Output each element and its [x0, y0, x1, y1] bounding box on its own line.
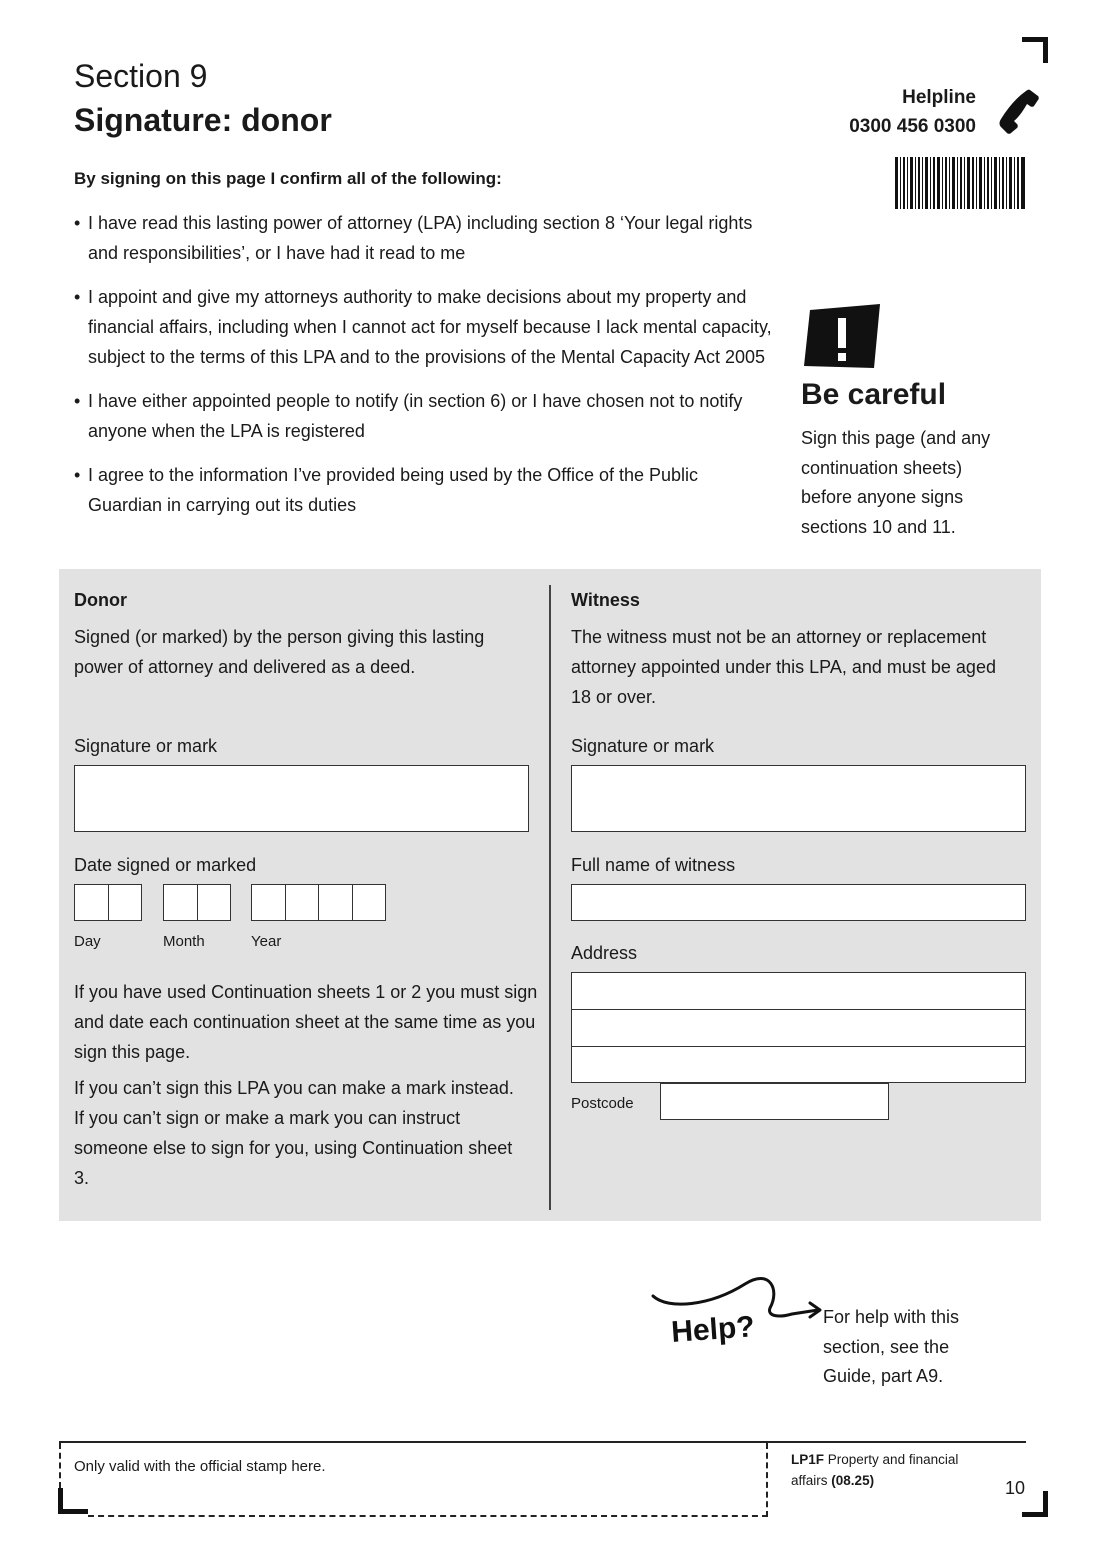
date-digit-box[interactable] — [285, 884, 320, 921]
list-item: • I have either appointed people to notify (in section 6) or I have chosen not to notify anyone when the LPA is registered — [74, 386, 774, 446]
year-label: Year — [251, 933, 282, 950]
exclamation-icon — [804, 302, 882, 370]
mark-note: If you can’t sign this LPA you can make a mark instead. If you can’t sign or make a mark you can instruct someone else to sign for you, using Continuation sheet 3. — [74, 1078, 514, 1188]
donor-date-label: Date signed or marked — [74, 855, 257, 875]
section-label: Section 9 — [74, 58, 208, 94]
list-item: • I agree to the information I’ve provided being used by the Office of the Public Guardian in carrying out its duties — [74, 460, 774, 520]
witness-signature-label: Signature or mark — [571, 736, 715, 756]
witness-signature-field[interactable] — [571, 765, 1026, 832]
date-year-field[interactable] — [251, 884, 386, 921]
month-label: Month — [163, 933, 205, 950]
date-month-field[interactable] — [163, 884, 231, 921]
donor-heading: Donor — [74, 590, 127, 610]
stamp-notice: Only valid with the official stamp here. — [74, 1458, 326, 1475]
list-item: • I have read this lasting power of attorney (LPA) including section 8 ‘Your legal rights and responsibilities’, or I have had it read to me — [74, 208, 774, 268]
address-line-divider — [572, 1009, 1025, 1010]
donor-description: Signed (or marked) by the person giving this lasting power of attorney and delivered as a deed. — [74, 627, 485, 677]
form-date: (08.25) — [831, 1473, 875, 1488]
confirm-list — [74, 208, 774, 534]
page-title: Signature: donor — [74, 102, 332, 138]
date-digit-box[interactable] — [197, 884, 232, 921]
continuation-note: If you have used Continuation sheets 1 or 2 you must sign and date each continuation sheet at the same time as you sign this page. — [74, 982, 538, 1062]
date-digit-box[interactable] — [251, 884, 286, 921]
date-digit-box[interactable] — [108, 884, 143, 921]
donor-signature-field[interactable] — [74, 765, 529, 832]
witness-heading: Witness — [571, 590, 640, 610]
help-text: For help with this section, see the Guide, part A9. — [823, 1307, 960, 1386]
donor-signature-label: Signature or mark — [74, 736, 218, 756]
date-digit-box[interactable] — [352, 884, 387, 921]
witness-name-field[interactable] — [571, 884, 1026, 921]
address-label: Address — [571, 943, 638, 963]
address-field[interactable] — [571, 972, 1026, 1083]
witness-name-label: Full name of witness — [571, 855, 736, 875]
helpline-label: Helpline — [902, 87, 976, 108]
careful-text: Sign this page (and any continuation sheets) before anyone signs sections 10 and 11. — [801, 428, 991, 537]
day-label: Day — [74, 933, 101, 950]
panel-divider — [549, 585, 551, 1210]
form-reference — [791, 1449, 961, 1491]
corner-mark-bottom-left — [58, 1488, 88, 1514]
stamp-border-right — [766, 1443, 768, 1517]
help-arrow-icon — [650, 1270, 825, 1355]
form-code: LP1F — [791, 1452, 825, 1467]
page-number: 10 — [1005, 1478, 1026, 1498]
date-digit-box[interactable] — [74, 884, 109, 921]
phone-icon — [994, 88, 1040, 136]
address-line-divider — [572, 1046, 1025, 1047]
barcode-icon — [895, 157, 1025, 209]
careful-title: Be careful — [801, 378, 947, 411]
postcode-label: Postcode — [571, 1095, 634, 1112]
help-label: Help? — [670, 1310, 756, 1349]
corner-mark-bottom-right — [1022, 1491, 1048, 1517]
witness-description: The witness must not be an attorney or replacement attorney appointed under this LPA, and must be aged 18 or over. — [571, 627, 996, 707]
date-digit-box[interactable] — [163, 884, 198, 921]
corner-mark-top-right — [1022, 37, 1048, 63]
date-digit-box[interactable] — [318, 884, 353, 921]
list-item: • I appoint and give my attorneys authority to make decisions about my property and financial affairs, including when I cannot act for myself because I lack mental capacity, subject to the terms of this LPA and to the provisions of the Mental Capacity Act 2005 — [74, 282, 774, 372]
confirm-heading: By signing on this page I confirm all of the following: — [74, 169, 502, 188]
stamp-border-left — [59, 1443, 61, 1488]
date-day-field[interactable] — [74, 884, 142, 921]
helpline-number: 0300 456 0300 — [849, 116, 976, 137]
stamp-border-bottom — [88, 1515, 768, 1517]
form-name: Property and financial affairs — [791, 1452, 959, 1488]
postcode-field[interactable] — [660, 1083, 889, 1120]
footer-rule — [59, 1441, 1026, 1443]
